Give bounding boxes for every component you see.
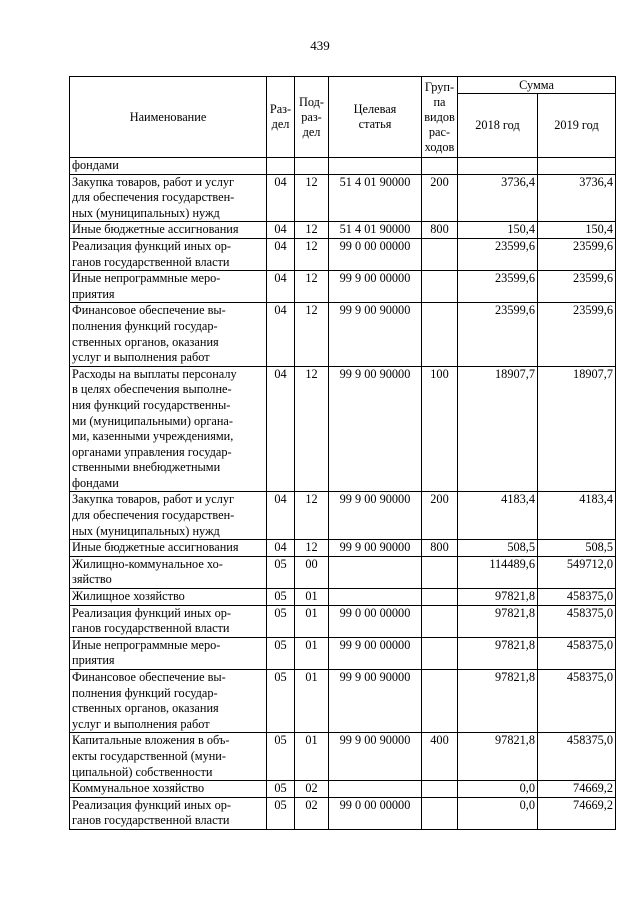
page-number: 439	[310, 38, 330, 53]
cell-razdel: 05	[267, 637, 295, 669]
cell-2019: 4183,4	[538, 492, 616, 540]
cell-podrazdel: 12	[295, 540, 329, 557]
cell-celevaya: 99 9 00 90000	[329, 303, 422, 366]
cell-gruppa	[422, 781, 458, 798]
cell-2018: 97821,8	[458, 589, 538, 606]
cell-name-line: екты государственной (муни-	[72, 748, 226, 763]
cell-gruppa: 800	[422, 540, 458, 557]
cell-2018: 97821,8	[458, 605, 538, 637]
cell-podrazdel	[295, 158, 329, 175]
cell-name-line: для обеспечения государствен-	[72, 190, 235, 205]
cell-celevaya: 51 4 01 90000	[329, 222, 422, 239]
cell-2018: 97821,8	[458, 733, 538, 781]
cell-name-line: для обеспечения государствен-	[72, 508, 235, 523]
cell-celevaya: 99 9 00 90000	[329, 733, 422, 781]
cell-name-line: Расходы на выплаты персоналу	[72, 366, 237, 381]
cell-podrazdel: 12	[295, 492, 329, 540]
cell-2019: 458375,0	[538, 670, 616, 733]
cell-gruppa: 800	[422, 222, 458, 239]
cell-name-line: приятия	[72, 286, 115, 301]
cell-name-line: Иные бюджетные ассигнования	[72, 222, 239, 237]
cell-name-line: приятия	[72, 653, 115, 668]
cell-gruppa: 200	[422, 174, 458, 222]
cell-name-line: ния функций государственны-	[72, 397, 231, 412]
cell-name-line: зяйство	[72, 572, 112, 587]
cell-gruppa	[422, 589, 458, 606]
table-row	[70, 589, 616, 606]
cell-2019: 23599,6	[538, 238, 616, 270]
cell-gruppa	[422, 637, 458, 669]
cell-name-line: Реализация функций иных ор-	[72, 238, 231, 253]
table-row	[70, 797, 616, 829]
cell-2018: 97821,8	[458, 670, 538, 733]
cell-name-line: ственных органов, оказания	[72, 701, 219, 716]
cell-razdel: 05	[267, 589, 295, 606]
cell-gruppa	[422, 605, 458, 637]
cell-gruppa	[422, 238, 458, 270]
cell-celevaya: 99 0 00 00000	[329, 238, 422, 270]
table-row	[70, 492, 616, 540]
cell-2019: 458375,0	[538, 589, 616, 606]
header-year-2019: 2019 год	[538, 94, 616, 158]
cell-name-line: услуг и выполнения работ	[72, 350, 210, 365]
cell-razdel: 05	[267, 556, 295, 588]
budget-table	[69, 76, 616, 830]
cell-name	[70, 637, 267, 669]
table-row	[70, 158, 616, 175]
table-row	[70, 366, 616, 492]
cell-celevaya	[329, 158, 422, 175]
header-gruppa: Груп- па видов рас- ходов	[422, 77, 458, 158]
cell-2019: 150,4	[538, 222, 616, 239]
cell-name	[70, 222, 267, 239]
cell-name-line: Жилищно-коммунальное хо-	[72, 556, 223, 571]
cell-2018: 3736,4	[458, 174, 538, 222]
cell-celevaya: 99 9 00 90000	[329, 540, 422, 557]
cell-razdel: 04	[267, 366, 295, 492]
cell-2018	[458, 158, 538, 175]
cell-name	[70, 271, 267, 303]
cell-name-line: Иные непрограммные меро-	[72, 637, 221, 652]
cell-podrazdel: 12	[295, 222, 329, 239]
cell-name-line: Коммунальное хозяйство	[72, 781, 205, 796]
cell-name-line: Капитальные вложения в объ-	[72, 733, 230, 748]
table-row	[70, 238, 616, 270]
table-row	[70, 222, 616, 239]
cell-podrazdel: 01	[295, 605, 329, 637]
cell-2019: 508,5	[538, 540, 616, 557]
cell-gruppa	[422, 303, 458, 366]
cell-name	[70, 589, 267, 606]
cell-gruppa: 400	[422, 733, 458, 781]
cell-2018: 23599,6	[458, 303, 538, 366]
cell-name	[70, 733, 267, 781]
table-row	[70, 781, 616, 798]
cell-name-line: органами управления государ-	[72, 444, 232, 459]
cell-podrazdel: 12	[295, 271, 329, 303]
cell-2019: 458375,0	[538, 605, 616, 637]
cell-celevaya	[329, 781, 422, 798]
cell-razdel: 05	[267, 733, 295, 781]
cell-2019	[538, 158, 616, 175]
header-celevaya: Целевая статья	[329, 77, 422, 158]
cell-celevaya: 99 9 00 90000	[329, 492, 422, 540]
cell-celevaya: 99 9 00 00000	[329, 271, 422, 303]
cell-razdel	[267, 158, 295, 175]
cell-razdel: 04	[267, 238, 295, 270]
cell-gruppa	[422, 158, 458, 175]
header-name: Наименование	[70, 77, 267, 158]
cell-podrazdel: 02	[295, 797, 329, 829]
cell-2018: 23599,6	[458, 271, 538, 303]
cell-name-line: ганов государственной власти	[72, 813, 230, 828]
table-row	[70, 174, 616, 222]
cell-name-line: ственными внебюджетными	[72, 460, 221, 475]
cell-name-line: в целях обеспечения выполне-	[72, 382, 232, 397]
table-row	[70, 670, 616, 733]
cell-podrazdel: 01	[295, 637, 329, 669]
table-row	[70, 605, 616, 637]
cell-2019: 23599,6	[538, 303, 616, 366]
cell-name	[70, 540, 267, 557]
cell-2018: 150,4	[458, 222, 538, 239]
cell-gruppa	[422, 797, 458, 829]
cell-celevaya: 99 0 00 00000	[329, 797, 422, 829]
table-row	[70, 733, 616, 781]
header-podrazdel: Под- раз- дел	[295, 77, 329, 158]
cell-gruppa	[422, 556, 458, 588]
cell-name-line: Иные бюджетные ассигнования	[72, 540, 239, 555]
cell-name-line: ных (муниципальных) нужд	[72, 205, 220, 220]
table-row	[70, 303, 616, 366]
cell-razdel: 05	[267, 670, 295, 733]
cell-name	[70, 670, 267, 733]
cell-2018: 18907,7	[458, 366, 538, 492]
cell-razdel: 04	[267, 271, 295, 303]
cell-name	[70, 366, 267, 492]
cell-name	[70, 556, 267, 588]
cell-name	[70, 605, 267, 637]
cell-celevaya: 51 4 01 90000	[329, 174, 422, 222]
cell-razdel: 04	[267, 303, 295, 366]
cell-name-line: ственных органов, оказания	[72, 334, 219, 349]
cell-celevaya	[329, 556, 422, 588]
cell-name-line: Реализация функций иных ор-	[72, 797, 231, 812]
cell-2018: 0,0	[458, 797, 538, 829]
cell-podrazdel: 01	[295, 733, 329, 781]
table-row	[70, 271, 616, 303]
cell-2019: 18907,7	[538, 366, 616, 492]
cell-celevaya: 99 9 00 90000	[329, 670, 422, 733]
table-row	[70, 540, 616, 557]
cell-name	[70, 781, 267, 798]
header-year-2018: 2018 год	[458, 94, 538, 158]
cell-gruppa: 100	[422, 366, 458, 492]
cell-celevaya: 99 9 00 00000	[329, 637, 422, 669]
cell-podrazdel: 01	[295, 589, 329, 606]
cell-2018: 114489,6	[458, 556, 538, 588]
cell-podrazdel: 02	[295, 781, 329, 798]
cell-razdel: 04	[267, 222, 295, 239]
cell-celevaya: 99 9 00 90000	[329, 366, 422, 492]
table-body	[70, 158, 616, 830]
cell-name	[70, 797, 267, 829]
cell-razdel: 04	[267, 174, 295, 222]
cell-podrazdel: 12	[295, 238, 329, 270]
cell-2019: 3736,4	[538, 174, 616, 222]
cell-2018: 508,5	[458, 540, 538, 557]
cell-2018: 4183,4	[458, 492, 538, 540]
cell-name	[70, 174, 267, 222]
cell-2019: 549712,0	[538, 556, 616, 588]
cell-name-line: услуг и выполнения работ	[72, 716, 210, 731]
cell-name-line: полнения функций государ-	[72, 318, 218, 333]
cell-podrazdel: 12	[295, 366, 329, 492]
cell-razdel: 05	[267, 605, 295, 637]
cell-2019: 23599,6	[538, 271, 616, 303]
table-row	[70, 637, 616, 669]
cell-name-line: Жилищное хозяйство	[72, 589, 185, 604]
table-header	[70, 77, 616, 158]
header-razdel: Раз- дел	[267, 77, 295, 158]
cell-name-line: фондами	[72, 158, 119, 172]
header-summa: Сумма	[458, 77, 616, 94]
cell-podrazdel: 01	[295, 670, 329, 733]
cell-podrazdel: 00	[295, 556, 329, 588]
cell-celevaya: 99 0 00 00000	[329, 605, 422, 637]
cell-gruppa: 200	[422, 492, 458, 540]
cell-name-line: ми (муниципальными) органа-	[72, 413, 233, 428]
cell-razdel: 04	[267, 540, 295, 557]
cell-name-line: Закупка товаров, работ и услуг	[72, 174, 235, 189]
cell-celevaya	[329, 589, 422, 606]
cell-name	[70, 492, 267, 540]
cell-2019: 458375,0	[538, 733, 616, 781]
cell-name-line: ных (муниципальных) нужд	[72, 523, 220, 538]
cell-name	[70, 238, 267, 270]
cell-name-line: полнения функций государ-	[72, 685, 218, 700]
cell-name	[70, 158, 267, 175]
cell-2019: 74669,2	[538, 781, 616, 798]
cell-name-line: ганов государственной власти	[72, 254, 230, 269]
cell-podrazdel: 12	[295, 174, 329, 222]
cell-name-line: Финансовое обеспечение вы-	[72, 670, 226, 684]
cell-name-line: Иные непрограммные меро-	[72, 271, 221, 286]
cell-2018: 97821,8	[458, 637, 538, 669]
cell-podrazdel: 12	[295, 303, 329, 366]
cell-name-line: фондами	[72, 475, 119, 490]
cell-2018: 0,0	[458, 781, 538, 798]
cell-name-line: ганов государственной власти	[72, 621, 230, 636]
cell-name-line: Финансовое обеспечение вы-	[72, 303, 226, 318]
cell-name-line: ми, казенными учреждениями,	[72, 429, 234, 444]
cell-razdel: 05	[267, 781, 295, 798]
cell-gruppa	[422, 670, 458, 733]
cell-name	[70, 303, 267, 366]
cell-razdel: 05	[267, 797, 295, 829]
cell-name-line: Закупка товаров, работ и услуг	[72, 492, 235, 507]
cell-gruppa	[422, 271, 458, 303]
cell-2019: 458375,0	[538, 637, 616, 669]
cell-name-line: ципальной) собственности	[72, 764, 213, 779]
cell-razdel: 04	[267, 492, 295, 540]
cell-name-line: Реализация функций иных ор-	[72, 605, 231, 620]
cell-2019: 74669,2	[538, 797, 616, 829]
cell-2018: 23599,6	[458, 238, 538, 270]
table-row	[70, 556, 616, 588]
